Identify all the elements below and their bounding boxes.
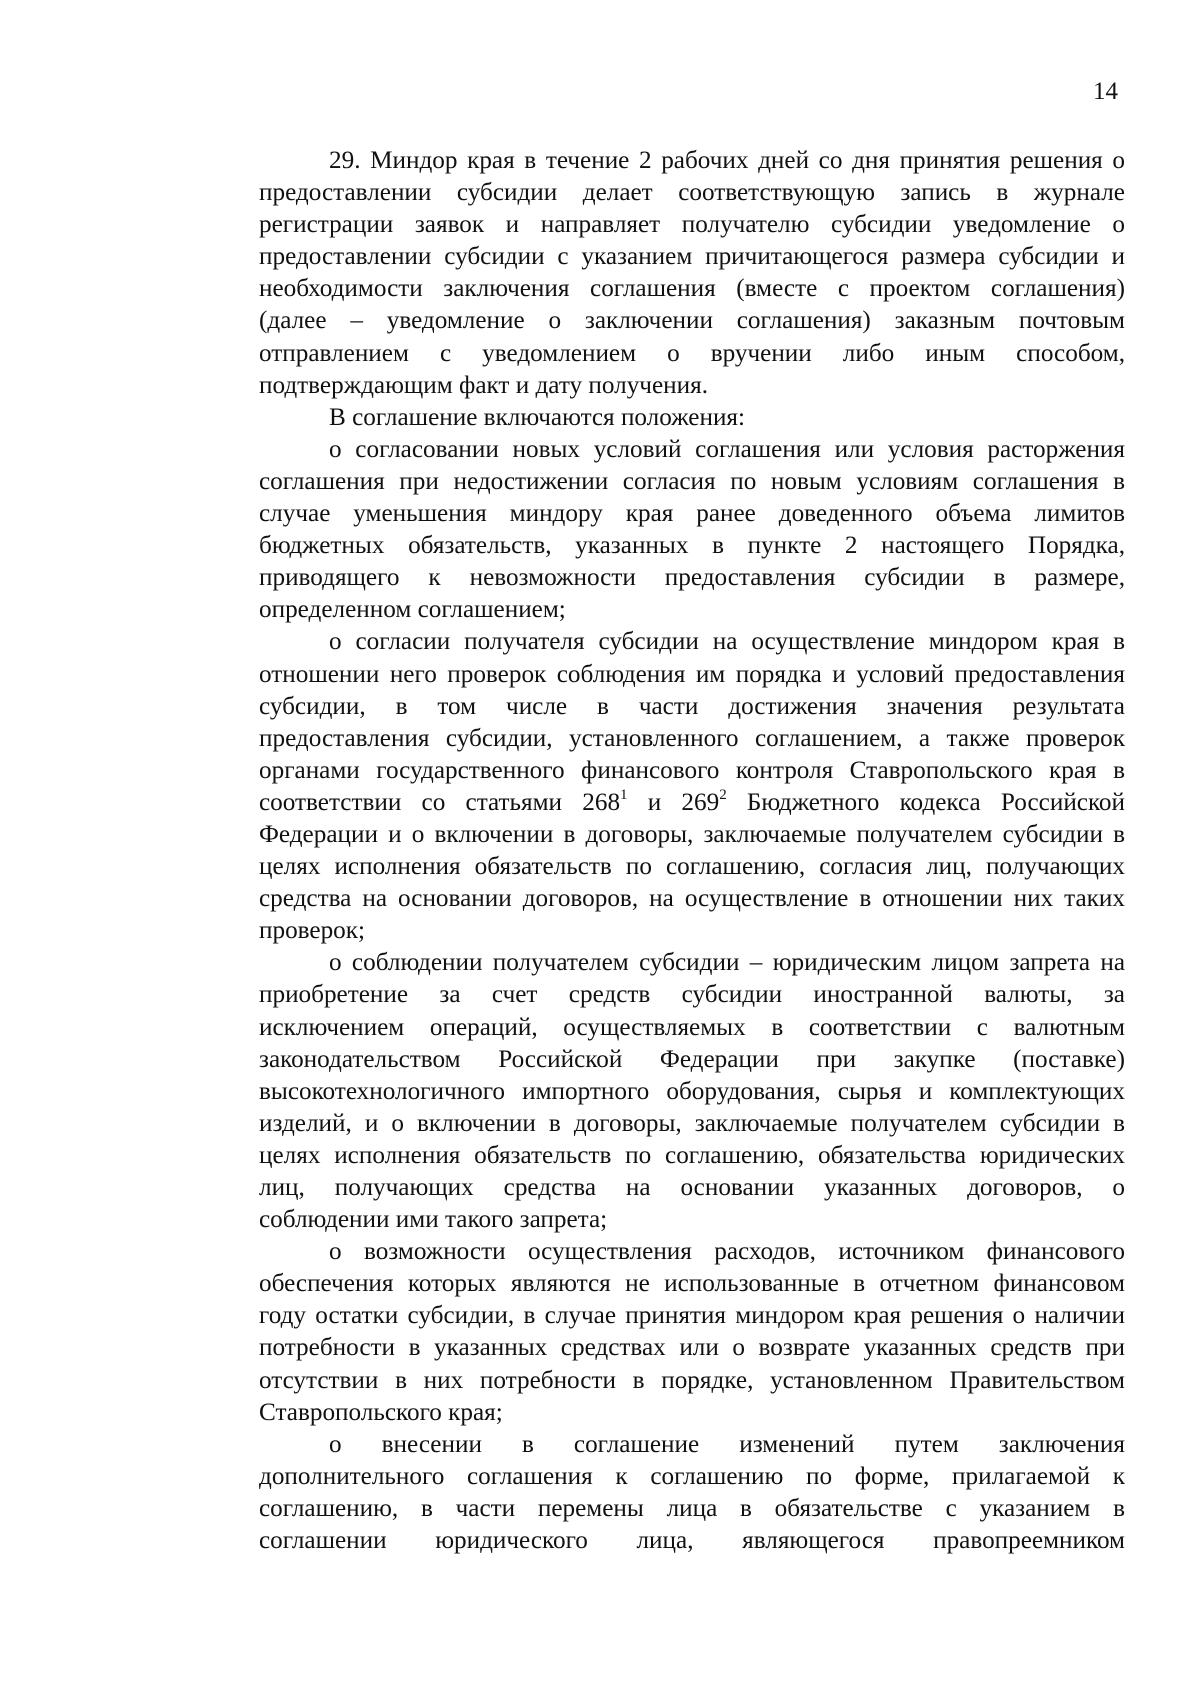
text-line: целях исполнения обязательств по соглашению, согласия лиц, получающих xyxy=(259,853,1125,881)
text-line: органами государственного финансового контроля Ставропольского края в xyxy=(259,756,1125,784)
text-line: дополнительного соглашения к соглашению по форме, прилагаемой к xyxy=(259,1462,1125,1490)
paragraph xyxy=(189,1236,1125,1429)
paragraph xyxy=(189,1429,1125,1557)
text-line: необходимости заключения соглашения (вместе с проектом соглашения) xyxy=(259,275,1125,303)
text-line: предоставления субсидии, установленного соглашением, а также проверок xyxy=(259,724,1125,752)
paragraph xyxy=(189,145,1125,402)
text-line: соглашению, в части перемены лица в обязательстве с указанием в xyxy=(259,1494,1125,1522)
text-line: определенном соглашением; xyxy=(259,596,566,624)
text-line: соглашении юридического лица, являющегося правопреемником xyxy=(259,1527,1125,1555)
text-line: средства на основании договоров, на осуществление в отношении них таких xyxy=(259,885,1125,913)
paragraph xyxy=(189,626,1125,947)
text-line: бюджетных обязательств, указанных в пункте 2 настоящего Порядка, xyxy=(259,532,1125,560)
text-line: изделий, и о включении в договоры, заключаемые получателем субсидии в xyxy=(259,1109,1125,1137)
text-line: подтверждающим факт и дату получения. xyxy=(259,371,708,399)
text-line: о возможности осуществления расходов, источником финансового xyxy=(329,1238,1125,1266)
text-line: соглашения при недостижении согласия по новым условиям соглашения в xyxy=(259,467,1125,495)
paragraph xyxy=(189,434,1125,627)
text-line: предоставлении субсидии с указанием причитающегося размера субсидии и xyxy=(259,243,1125,271)
text-line: случае уменьшения миндору края ранее доведенного объема лимитов xyxy=(259,500,1125,528)
text-line: целях исполнения обязательств по соглашению, обязательства юридических xyxy=(259,1141,1125,1169)
text-line: соответствии со статьями $268^1$ и $269^2$ Бюджетного кодекса Российской xyxy=(259,786,1126,816)
text-line: 29. Миндор края в течение 2 рабочих дней со дня принятия решения о xyxy=(329,147,1125,174)
text-line: потребности в указанных средствах или о возврате указанных средств при xyxy=(259,1334,1125,1362)
document-body xyxy=(189,145,1125,1557)
text-line: В соглашение включаются положения: xyxy=(329,403,746,431)
text-line: Ставропольского края; xyxy=(259,1398,503,1426)
page-number: 14 xyxy=(1093,78,1118,105)
text-line: о согласии получателя субсидии на осуществление миндором края в xyxy=(329,628,1125,656)
text-line: соблюдении ими такого запрета; xyxy=(259,1206,608,1234)
text-line: (далее – уведомление о заключении соглашения) заказным почтовым xyxy=(259,307,1125,335)
text-line: исключением операций, осуществляемых в соответствии с валютным xyxy=(259,1013,1125,1041)
text-line: обеспечения которых являются не использованные в отчетном финансовом xyxy=(259,1270,1125,1298)
text-line: приводящего к невозможности предоставления субсидии в размере, xyxy=(259,564,1125,592)
text-line: регистрации заявок и направляет получателю субсидии уведомление о xyxy=(259,211,1125,239)
text-line: о соблюдении получателем субсидии – юридическим лицом запрета на xyxy=(329,949,1125,977)
text-line: предоставлении субсидии делает соответствующую запись в журнале xyxy=(259,179,1125,207)
text-line: о внесении в соглашение изменений путем заключения xyxy=(329,1430,1125,1458)
paragraph xyxy=(189,402,1125,434)
text-line: отправлением с уведомлением о вручении либо иным способом, xyxy=(259,339,1125,367)
text-line: отношении него проверок соблюдения им порядка и условий предоставления xyxy=(259,660,1125,688)
text-line: году остатки субсидии, в случае принятия миндором края решения о наличии xyxy=(259,1302,1125,1330)
text-line: проверок; xyxy=(259,917,366,945)
text-line: законодательством Российской Федерации при закупке (поставке) xyxy=(259,1045,1125,1073)
text-line: высокотехнологичного импортного оборудования, сырья и комплектующих xyxy=(259,1077,1125,1105)
text-line: субсидии, в том числе в части достижения значения результата xyxy=(259,692,1125,720)
paragraph xyxy=(189,947,1125,1236)
text-line: о согласовании новых условий соглашения или условия расторжения xyxy=(329,435,1125,463)
text-line: лиц, получающих средства на основании указанных договоров, о xyxy=(259,1174,1125,1201)
superscript: 2 xyxy=(719,786,727,803)
text-line: приобретение за счет средств субсидии иностранной валюты, за xyxy=(259,981,1125,1009)
text-line: Федерации и о включении в договоры, заключаемые получателем субсидии в xyxy=(259,820,1125,848)
superscript: 1 xyxy=(620,786,628,803)
text-line: отсутствии в них потребности в порядке, установленном Правительством xyxy=(259,1366,1125,1394)
